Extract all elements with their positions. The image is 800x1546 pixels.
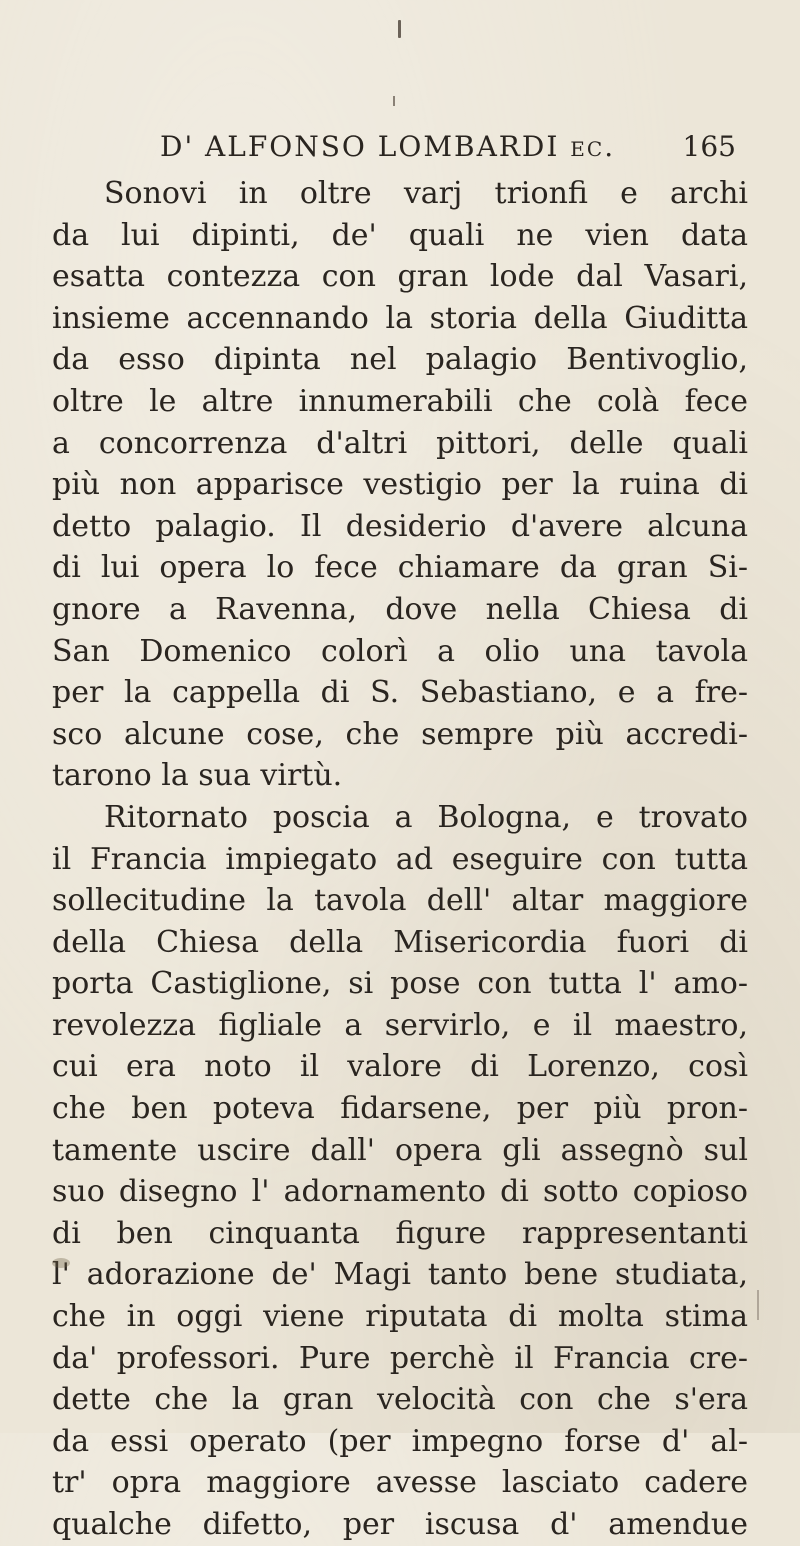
text-line: di ben cinquanta figure rappresentanti — [52, 1215, 748, 1251]
text-line: insieme accennando la storia della Giuditta — [52, 300, 748, 336]
text-line: a concorrenza d'altri pittori, delle quali — [52, 425, 748, 461]
text-line: suo disegno l' adornamento di sotto copioso — [52, 1174, 748, 1210]
text-line: sollecitudine la tavola dell' altar maggiore — [52, 883, 748, 919]
ink-mark — [398, 20, 401, 38]
text-line: più non apparisce vestigio per la ruina di — [52, 467, 748, 503]
text-line: da essi operato (per impegno forse d' al- — [52, 1423, 748, 1459]
text-line: dette che la gran velocità con che s'era — [52, 1382, 748, 1418]
text-line: sco alcune cose, che sempre più accredi- — [52, 716, 748, 752]
text-line: che ben poteva fidarsene, per più pron- — [52, 1091, 748, 1127]
text-line: il Francia impiegato ad eseguire con tutta — [52, 841, 748, 877]
text-line: qualche difetto, per iscusa d' amendue — [52, 1507, 748, 1542]
text-line: da lui dipinti, de' quali ne vien data — [52, 217, 748, 253]
text-line: San Domenico colorì a olio una tavola — [52, 633, 748, 669]
ink-mark — [393, 96, 395, 106]
text-line: gnore a Ravenna, dove nella Chiesa di — [52, 591, 748, 627]
text-line: tr' opra maggiore avesse lasciato cadere — [52, 1465, 748, 1501]
text-line: della Chiesa della Misericordia fuori di — [52, 924, 748, 960]
text-line: detto palagio. Il desiderio d'avere alcuna — [52, 508, 748, 544]
paper-smudge — [52, 1258, 70, 1268]
text-line: cui era noto il valore di Lorenzo, così — [52, 1049, 748, 1085]
text-line: revolezza figliale a servirlo, e il maestro, — [52, 1007, 748, 1043]
text-line: da esso dipinta nel palagio Bentivoglio, — [52, 342, 748, 378]
paper-mark — [757, 1290, 759, 1320]
text-line: porta Castiglione, si pose con tutta l' amo- — [52, 966, 748, 1002]
text-line: Sonovi in oltre varj trionfi e archi — [104, 176, 748, 211]
text-line: Ritornato poscia a Bologna, e trovato — [104, 799, 748, 835]
text-line: per la cappella di S. Sebastiano, e a fre- — [52, 675, 748, 711]
text-line: tarono la sua virtù. — [52, 758, 343, 794]
text-line: tamente uscire dall' opera gli assegnò sul — [52, 1132, 748, 1168]
text-line: oltre le altre innumerabili che colà fece — [52, 383, 748, 419]
text-line: di lui opera lo fece chiamare da gran Si- — [52, 550, 748, 586]
running-title: D' ALFONSO LOMBARDI ec. — [160, 130, 616, 163]
text-line: esatta contezza con gran lode dal Vasari, — [52, 259, 748, 295]
text-line: l' adorazione de' Magi tanto bene studiata, — [52, 1257, 748, 1293]
text-line: che in oggi viene riputata di molta stima — [52, 1299, 748, 1335]
text-line: da' professori. Pure perchè il Francia cre- — [52, 1340, 748, 1376]
page-number: 165 — [682, 130, 736, 163]
body-text — [52, 173, 748, 1546]
running-head — [100, 130, 740, 170]
